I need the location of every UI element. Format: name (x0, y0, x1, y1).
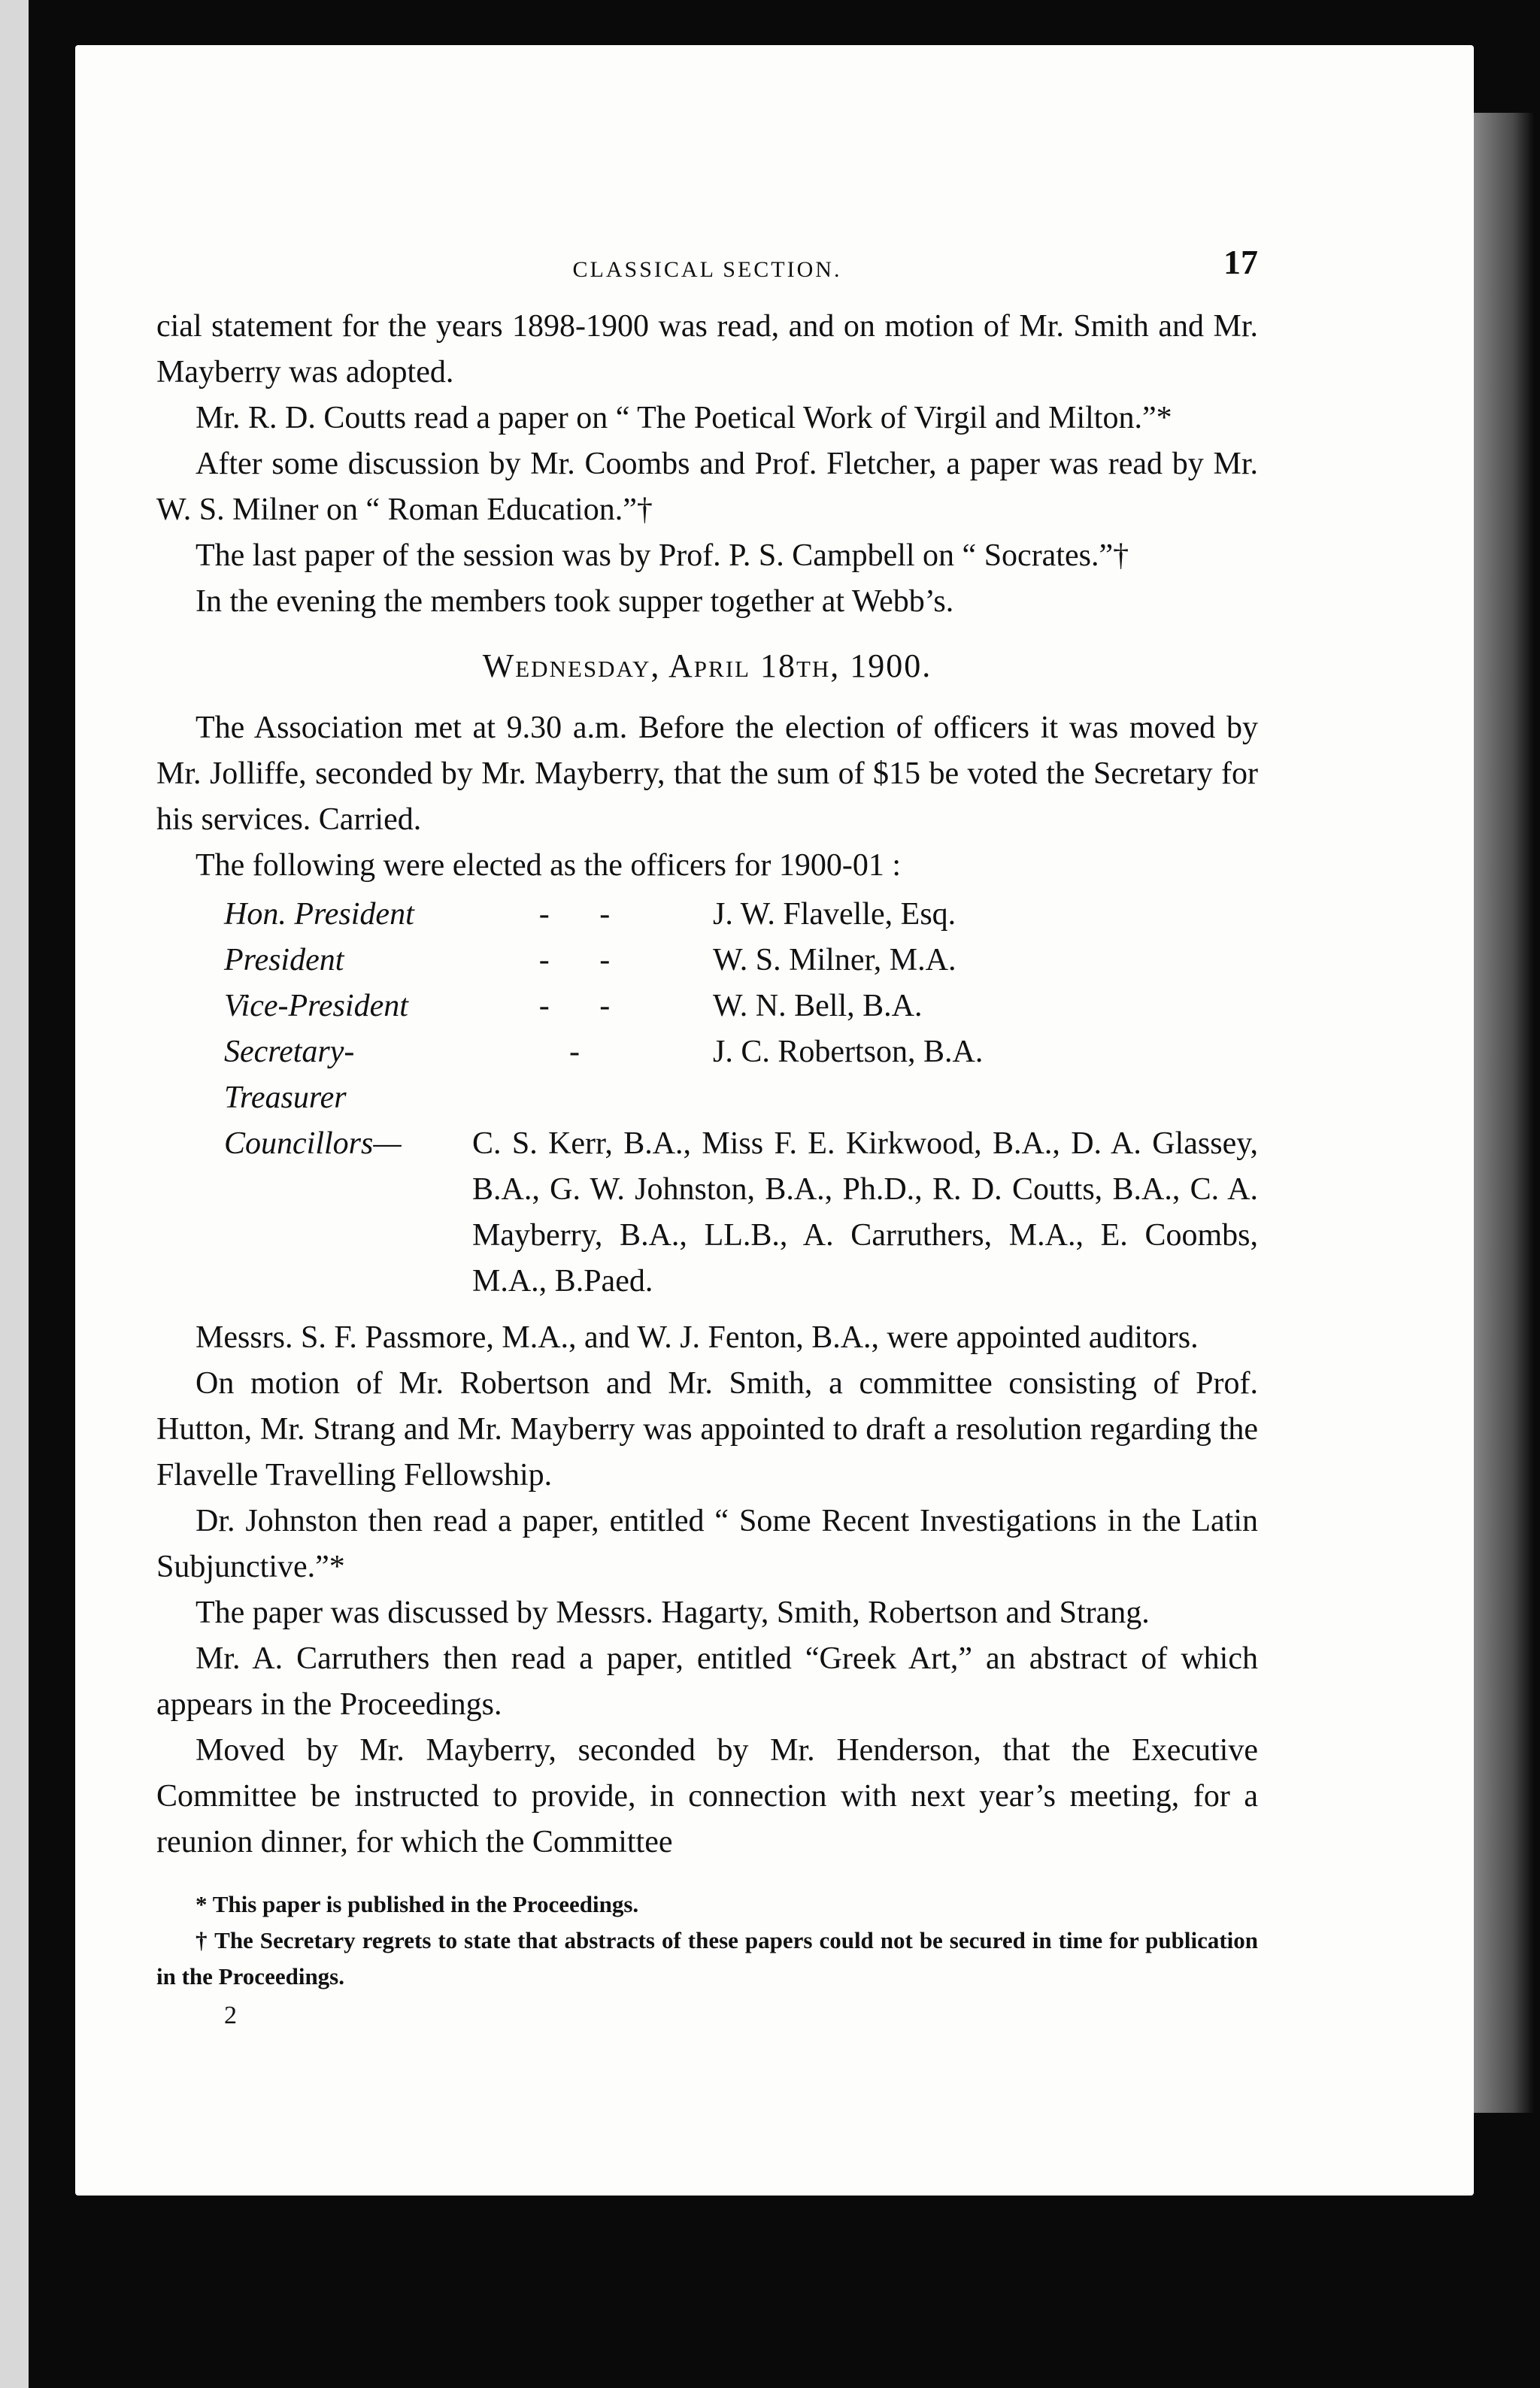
paragraph-campbell-paper: The last paper of the session was by Prof. P. S. Campbell on “ Socrates.”† (196, 538, 1129, 573)
officer-row (224, 1029, 1258, 1121)
book-page (75, 45, 1474, 2196)
office-holder: J. W. Flavelle, Esq. (713, 897, 956, 932)
paragraph-discussion: The paper was discussed by Messrs. Hagarty, Smith, Robertson and Strang. (196, 1596, 1150, 1630)
paragraph-continuation: cial statement for the years 1898-1900 was read, and on motion of Mr. Smith and Mr. Mayberry was adopted. (156, 309, 1258, 389)
officer-row (224, 983, 1258, 1029)
office-title: Hon. President (224, 897, 414, 932)
footnote-dagger: † The Secretary regrets to state that abstracts of these papers could not be secured in time for publication in the Proceedings. (156, 1927, 1258, 1989)
signature-mark: 2 (224, 2002, 237, 2029)
paragraph-officers-intro: The following were elected as the officers for 1900-01 : (196, 848, 902, 883)
paragraph-association-met: The Association met at 9.30 a.m. Before the election of officers it was moved by Mr. Jolliffe, seconded by Mr. Mayberry, that the sum of $15 be voted the Secretary for his services. Carried. (156, 711, 1258, 837)
running-head (156, 239, 1258, 292)
page-number: 17 (1223, 243, 1258, 281)
paragraph-johnston-paper: Dr. Johnston then read a paper, entitled “ Some Recent Investigations in the Latin Subjunctive.”* (156, 1504, 1258, 1584)
paragraph-evening-supper: In the evening the members took supper together at Webb’s. (196, 584, 954, 619)
paragraph-reunion-dinner: Moved by Mr. Mayberry, seconded by Mr. Henderson, that the Executive Committee be instructed to provide, in connection with next year’s meeting, for a reunion dinner, for which the Committee (156, 1733, 1258, 1859)
officers-list (224, 892, 1258, 1121)
office-title: Secretary-Treasurer (224, 1035, 355, 1115)
paragraph-auditors: Messrs. S. F. Passmore, M.A., and W. J. Fenton, B.A., were appointed auditors. (196, 1320, 1199, 1355)
leader-dashes: - (569, 1035, 601, 1069)
leader-dashes: - - (538, 989, 632, 1023)
councillors-names: C. S. Kerr, B.A., Miss F. E. Kirkwood, B.A., D. A. Glassey, B.A., G. W. Johnston, B.A., Ph.D., R. D. Coutts, B.A., C. A. Mayberry, B.A., LL.B., A. Carruthers, M.A., E. Coombs, M.A., B.Paed. (472, 1126, 1258, 1299)
paragraph-milner-paper: After some discussion by Mr. Coombs and Prof. Fletcher, a paper was read by Mr. W. S. Milner on “ Roman Education.”† (156, 447, 1258, 527)
footnotes (156, 1886, 1258, 2034)
office-holder: W. S. Milner, M.A. (713, 943, 956, 977)
page-text-block (156, 239, 1258, 2034)
leader-dashes: - - (538, 943, 632, 977)
office-holder: J. C. Robertson, B.A. (713, 1035, 984, 1069)
office-holder: W. N. Bell, B.A. (713, 989, 923, 1023)
date-heading: Wednesday, April 18th, 1900. (482, 647, 932, 684)
paragraph-coutts-paper: Mr. R. D. Coutts read a paper on “ The Poetical Work of Virgil and Milton.”* (196, 401, 1172, 435)
footnote-asterisk: * This paper is published in the Proceedings. (196, 1891, 639, 1917)
councillors-label: Councillors— (224, 1126, 402, 1161)
office-title: Vice-President (224, 989, 408, 1023)
councillors-entry (224, 1121, 1258, 1305)
office-title: President (224, 943, 344, 977)
left-page-edge (0, 0, 29, 2388)
paragraph-committee: On motion of Mr. Robertson and Mr. Smith, a committee consisting of Prof. Hutton, Mr. Strang and Mr. Mayberry was appointed to draft a resolution regarding the Flavelle Travelling Fellowship. (156, 1366, 1258, 1492)
officer-row (224, 938, 1258, 983)
paragraph-carruthers-paper: Mr. A. Carruthers then read a paper, entitled “Greek Art,” an abstract of which appears in the Proceedings. (156, 1641, 1258, 1722)
officer-row (224, 892, 1258, 938)
leader-dashes: - - (538, 897, 632, 932)
running-title: CLASSICAL SECTION. (572, 257, 842, 282)
